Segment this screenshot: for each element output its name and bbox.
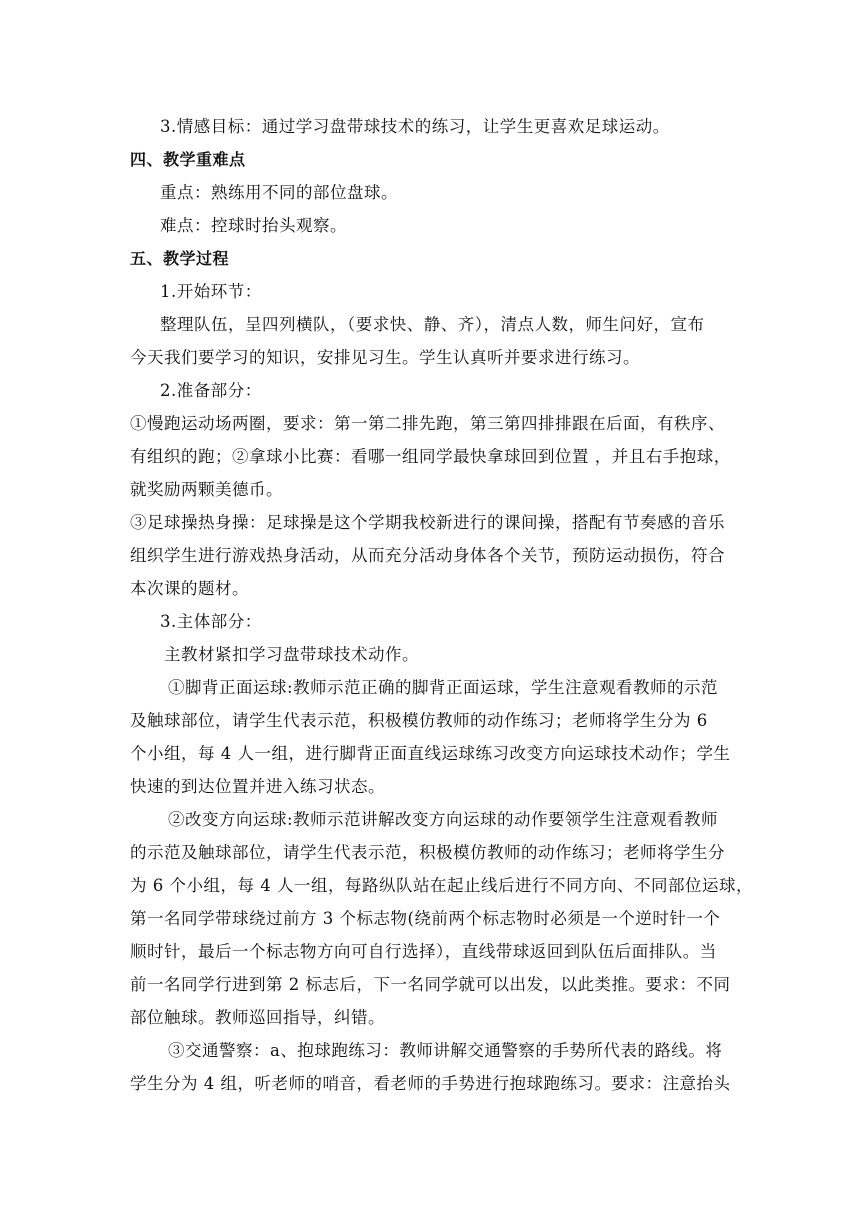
paragraph-line: 快速的到达位置并进入练习状态。	[130, 777, 385, 796]
paragraph-line: 部位触球。教师巡回指导，纠错。	[130, 1008, 385, 1027]
paragraph-line: 个小组，每 4 人一组，进行脚背正面直线运球练习改变方向运球技术动作；学生	[130, 744, 731, 763]
paragraph-line: 本次课的题材。	[130, 579, 249, 598]
paragraph-line: 难点：控球时抬头观察。	[160, 216, 347, 235]
paragraph-line: 主教材紧扣学习盘带球技术动作。	[164, 645, 419, 664]
paragraph-line: 的示范及触球部位，请学生代表示范，积极模仿教师的动作练习；老师将学生分	[130, 843, 725, 862]
paragraph-line: 为 6 个小组，每 4 人一组，每路纵队站在起止线后进行不同方向、不同部位运球，	[130, 876, 753, 895]
paragraph-line: ①慢跑运动场两圈，要求：第一第二排先跑，第三第四排排跟在后面，有秩序、	[130, 414, 725, 433]
paragraph-line: 整理队伍，呈四列横队，（要求快、静、齐），清点人数，师生问好，宣布	[160, 315, 705, 334]
paragraph-line: ③交通警察：a、抱球跑练习：教师讲解交通警察的手势所代表的路线。将	[168, 1041, 723, 1060]
section-heading: 四、教学重难点	[130, 150, 246, 169]
paragraph-line: 组织学生进行游戏热身活动，从而充分活动身体各个关节，预防运动损伤，符合	[130, 546, 725, 565]
paragraph-line: 有组织的跑；②拿球小比赛：看哪一组同学最快拿球回到位置 ，并且右手抱球，	[130, 447, 731, 466]
paragraph-line: 就奖励两颗美德币。	[130, 480, 283, 499]
paragraph-line: 第一名同学带球绕过前方 3 个标志物(绕前两个标志物时必须是一个逆时针一个	[130, 909, 721, 928]
paragraph-line: 重点：熟练用不同的部位盘球。	[160, 183, 398, 202]
section-heading: 五、教学过程	[130, 249, 230, 268]
document-page	[130, 110, 753, 1100]
paragraph-line: ①脚背正面运球:教师示范正确的脚背正面运球，学生注意观看教师的示范	[168, 678, 719, 697]
paragraph-line: 及触球部位，请学生代表示范，积极模仿教师的动作练习；老师将学生分为 6	[130, 711, 708, 730]
paragraph-line: 3.情感目标：通过学习盘带球技术的练习，让学生更喜欢足球运动。	[160, 117, 670, 136]
paragraph-line: 前一名同学行进到第 2 标志后，下一名同学就可以出发，以此类推。要求：不同	[130, 975, 731, 994]
paragraph-line: ③足球操热身操：足球操是这个学期我校新进行的课间操，搭配有节奏感的音乐	[130, 513, 725, 532]
subsection-title: 2.准备部分：	[160, 381, 262, 400]
subsection-title: 3.主体部分：	[160, 612, 262, 631]
paragraph-line: 顺时针，最后一个标志物方向可自行选择），直线带球返回到队伍后面排队。当	[130, 942, 717, 961]
paragraph-line: ②改变方向运球:教师示范讲解改变方向运球的动作要领学生注意观看教师	[168, 810, 719, 829]
paragraph-line: 学生分为 4 组，听老师的哨音，看老师的手势进行抱球跑练习。要求：注意抬头	[130, 1074, 731, 1093]
paragraph-line: 今天我们要学习的知识，安排见习生。学生认真听并要求进行练习。	[130, 348, 640, 367]
subsection-title: 1.开始环节：	[160, 282, 262, 301]
